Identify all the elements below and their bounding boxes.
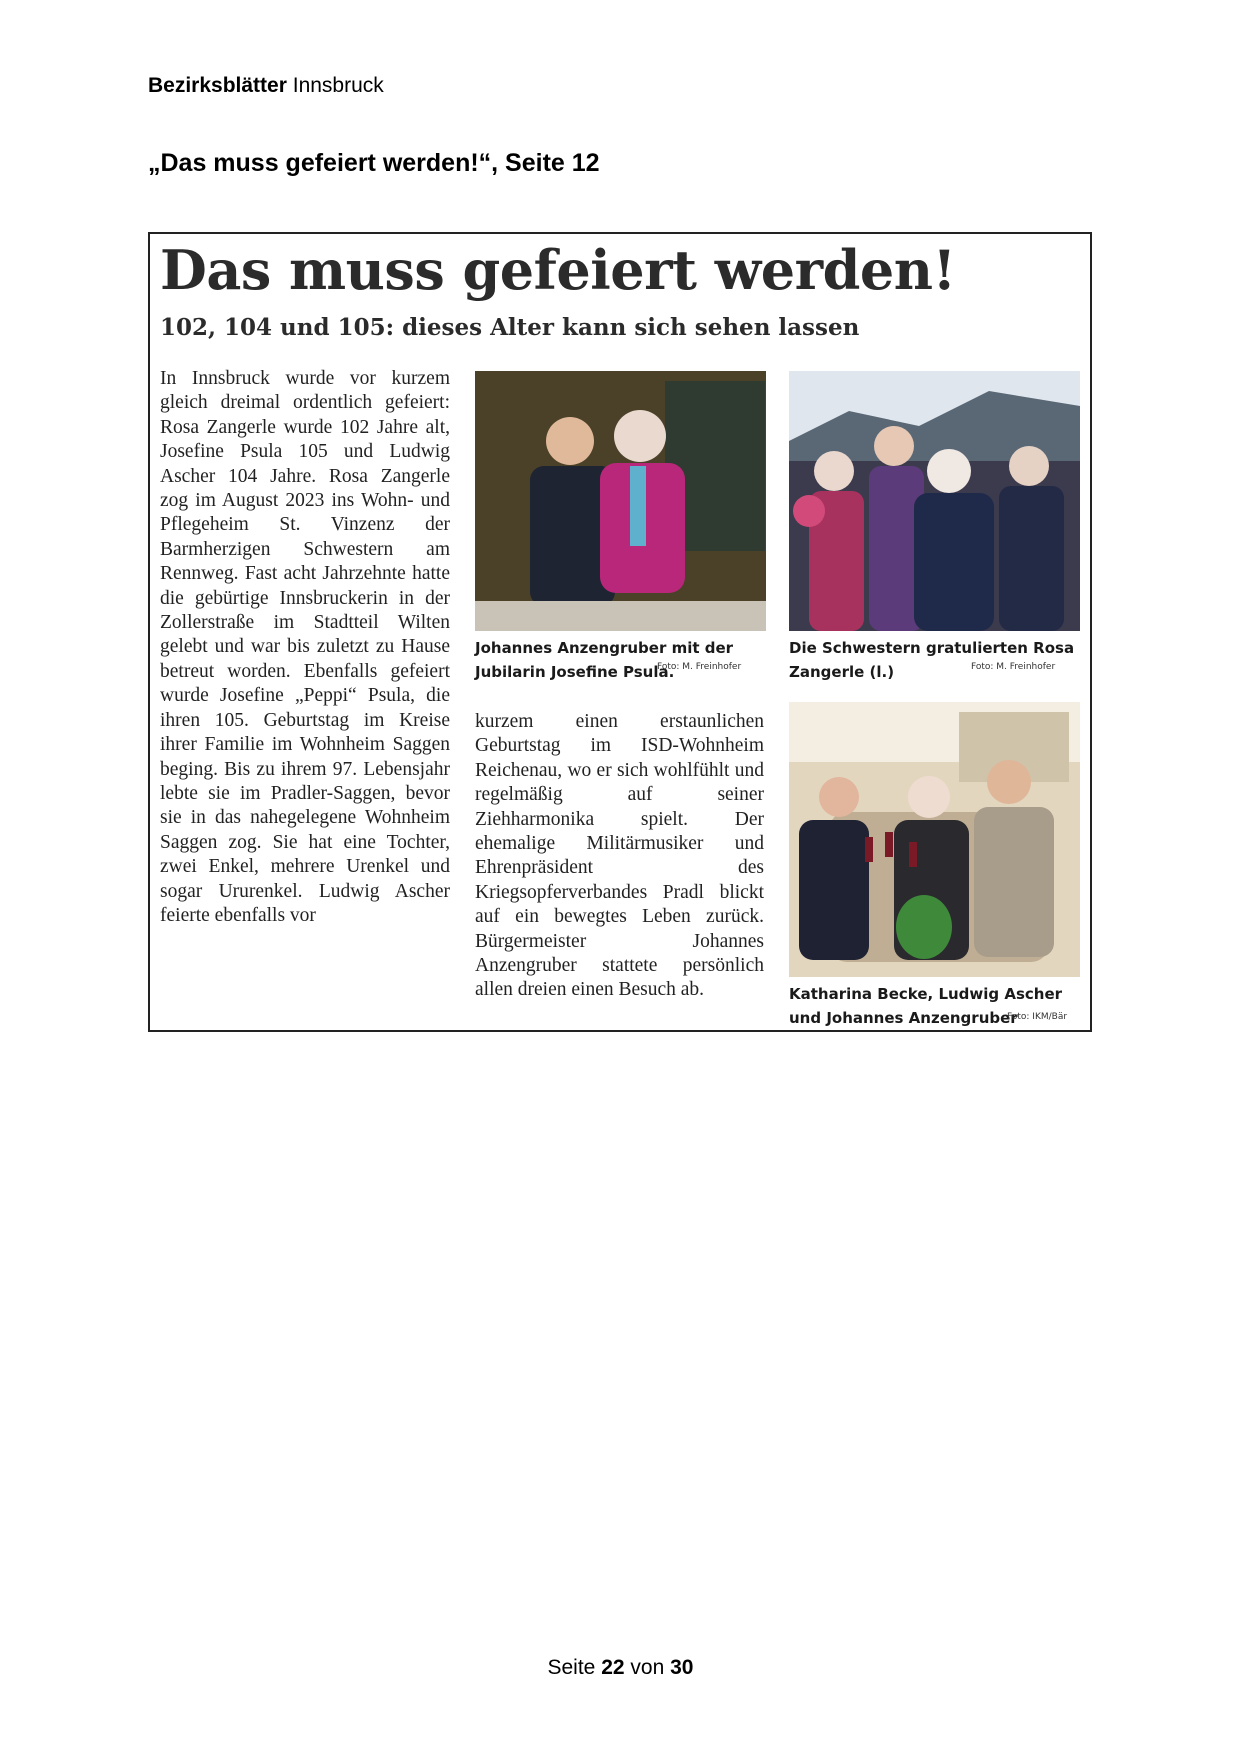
page-of-label: von: [630, 1656, 665, 1679]
photo-credit-3: Foto: IKM/Bär: [1007, 1012, 1068, 1022]
photo-schwestern-zangerle: [789, 371, 1080, 631]
photo-caption-3: Katharina Becke, Ludwig Ascher und Johannes Anzengruber: [789, 985, 1063, 1027]
photo-anzengruber-psula: [475, 371, 766, 631]
photo-caption-2: Die Schwestern gratulierten Rosa Zangerle (l.): [789, 639, 1075, 681]
photo-illustration: [789, 702, 1080, 977]
document-title: „Das muss gefeiert werden!“, Seite 12: [148, 149, 600, 177]
photo-caption-1: Johannes Anzengruber mit der Jubilarin Josefine Psula.: [475, 639, 734, 681]
photo-credit-2: Foto: M. Freinhofer: [971, 662, 1056, 672]
newspaper-clipping: [148, 232, 1092, 1032]
page-footer: [0, 1656, 1241, 1680]
page-header: [148, 74, 384, 98]
article-column-2: kurzem einen erstaunlichen Geburtstag im ISD-Wohnheim Reichenau, wo er sich wohlfühlt und regelmäßig auf seiner Ziehharmonika spielt. Der ehemalige Militärmusiker und Ehrenpräsident des Kriegsopferverbandes Pradl blickt auf ein bewegtes Leben zurück. Bürgermeister Johannes Anzengruber stattete persönlich allen dreien einen Besuch ab.: [475, 711, 764, 1001]
page-label: Seite: [547, 1656, 596, 1679]
page-total: 30: [670, 1656, 694, 1679]
publication-region: Innsbruck: [292, 74, 384, 97]
photo-credit-1: Foto: M. Freinhofer: [657, 662, 742, 672]
article-column-1: In Innsbruck wurde vor kurzem gleich dreimal ordentlich gefeiert: Rosa Zangerle wurde 102 Jahre alt, Josefine Psula 105 und Ludwig Ascher 104 Jahre. Rosa Zangerle zog im August 2023 ins Wohn- und Pflegeheim St. Vinzenz der Barmherzigen Schwestern am Rennweg. Fast acht Jahrzehnte hatte die gebürtige Innsbruckerin in der Zollerstraße im Stadtteil Wilten gelebt und war bis zuletzt zu Hause betreut worden. Ebenfalls gefeiert wurde Josefine „Peppi“ Psula, die ihren 105. Geburtstag im Kreise ihrer Familie im Wohnheim Saggen beging. Bis zu ihrem 97. Lebensjahr lebte sie im Pradler-Saggen, bevor sie in das nahegelegene Wohnheim Saggen zog. Sie hat eine Tochter, zwei Enkel, mehrere Urenkel und sogar Ururenkel. Ludwig Ascher feierte ebenfalls vor: [160, 368, 450, 926]
photo-becke-ascher-anzengruber: [789, 702, 1080, 977]
article-subheadline: 102, 104 und 105: dieses Alter kann sich sehen lassen: [160, 314, 860, 341]
article-headline: Das muss gefeiert werden!: [160, 238, 956, 302]
page-number: 22: [601, 1656, 625, 1679]
publication-name: Bezirksblätter: [148, 74, 287, 97]
photo-illustration: [475, 371, 766, 631]
photo-illustration: [789, 371, 1080, 631]
